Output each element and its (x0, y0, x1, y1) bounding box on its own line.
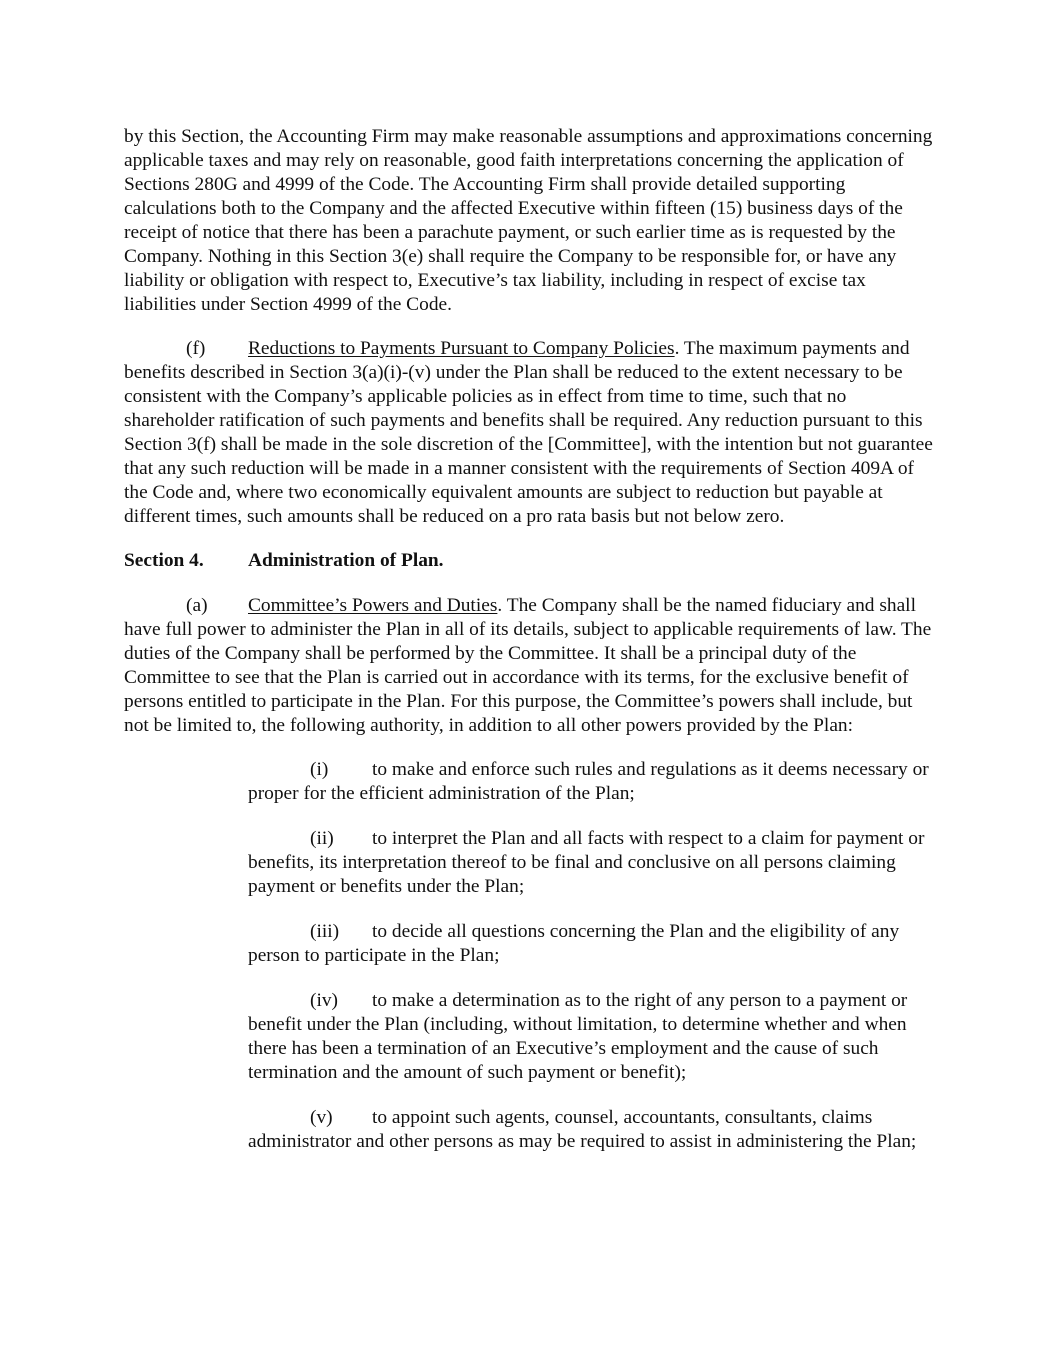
list-item (248, 827, 936, 899)
intro-paragraph: by this Section, the Accounting Firm may make reasonable assumptions and approximations concerning applicable taxes and may rely on reasonable, good faith interpretations concerning the application of Sections 280G and 4999 of the Code. The Accounting Firm shall provide detailed supporting calculations both to the Company and the affected Executive within fifteen (15) business days of the receipt of notice that there has been a parachute payment, or such earlier time as is requested by the Company. Nothing in this Section 3(e) shall require the Company to be responsible for, or have any liability or obligation with respect to, Executive’s tax liability, including in respect of excise tax liabilities under Section 4999 of the Code. (124, 126, 933, 315)
list-item-text: to decide all questions concerning the Plan and the eligibility of any person to participate in the Plan; (248, 921, 900, 966)
list-item (248, 1106, 936, 1154)
paragraph-f-label: (f) (186, 338, 206, 359)
paragraph-f (124, 337, 936, 529)
list-item-label: (iv) (310, 990, 338, 1011)
list-item (248, 989, 936, 1085)
paragraph-a-heading: Committee’s Powers and Duties (248, 595, 498, 616)
section-4-number: Section 4. (124, 550, 204, 571)
paragraph-f-heading: Reductions to Payments Pursuant to Company Policies (248, 338, 675, 359)
list-item (248, 920, 936, 968)
list-item-text: to interpret the Plan and all facts with respect to a claim for payment or benefits, its interpretation thereof to be final and conclusive on all persons claiming payment or benefits under the Plan; (248, 828, 925, 897)
paragraph-a-label: (a) (186, 595, 208, 616)
list-item-text: to make and enforce such rules and regulations as it deems necessary or proper for the efficient administration of the Plan; (248, 759, 929, 804)
list-item-text: to make a determination as to the right of any person to a payment or benefit under the Plan (including, without limitation, to determine whether and when there has been a termination of an Executive’s employment and the cause of such termination and the amount of such payment or benefit); (248, 990, 908, 1083)
list-item-label: (i) (310, 759, 329, 780)
paragraph-a (124, 594, 936, 738)
list-item-label: (iii) (310, 921, 340, 942)
section-4-title: Administration of Plan. (248, 550, 444, 571)
list-item-label: (ii) (310, 828, 334, 849)
list-item-text: to appoint such agents, counsel, accountants, consultants, claims administrator and other persons as may be required to assist in administering the Plan; (248, 1107, 917, 1152)
document-page (124, 125, 936, 1175)
list-item (248, 758, 936, 806)
list-item-label: (v) (310, 1107, 333, 1128)
section-4-heading (124, 549, 936, 573)
paragraph-a-text: . The Company shall be the named fiduciary and shall have full power to administer the Plan in all of its details, subject to applicable requirements of law. The duties of the Company shall be performed by the Committee. It shall be a principal duty of the Committee to see that the Plan is carried out in accordance with its terms, for the exclusive benefit of persons entitled to participate in the Plan. For this purpose, the Committee’s powers shall include, but not be limited to, the following authority, in addition to all other powers provided by the Plan: (124, 595, 932, 736)
paragraph-f-text: . The maximum payments and benefits described in Section 3(a)(i)-(v) under the Plan shall be reduced to the extent necessary to be consistent with the Company’s applicable policies as in effect from time to time, such that no shareholder ratification of such payments and benefits shall be required. Any reduction pursuant to this Section 3(f) shall be made in the sole discretion of the [Committee], with the intention but not guarantee that any such reduction will be made in a manner consistent with the requirements of Section 409A of the Code and, where two economically equivalent amounts are subject to reduction but payable at different times, such amounts shall be reduced on a pro rata basis but not below zero. (124, 338, 933, 527)
